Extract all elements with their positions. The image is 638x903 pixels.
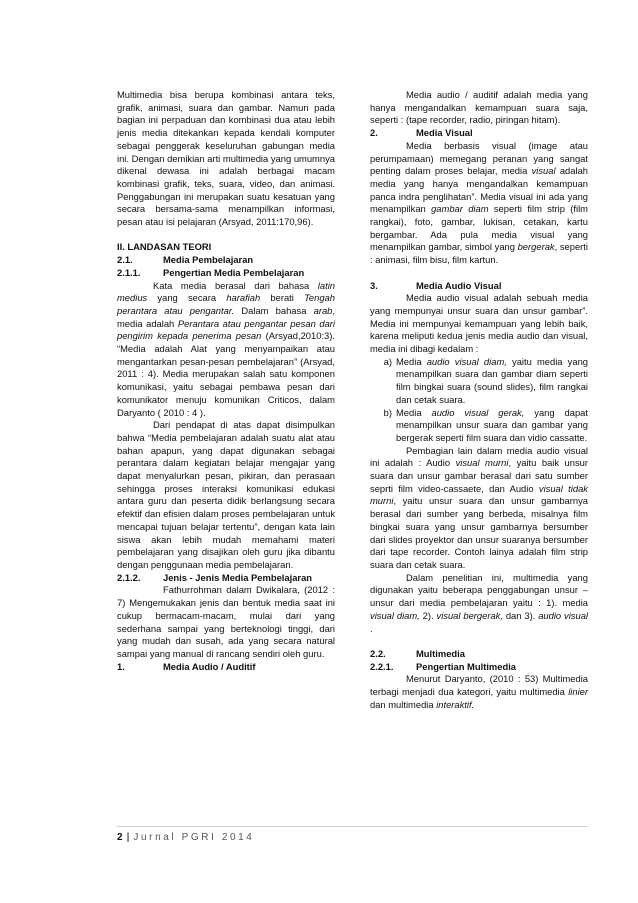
paragraph: Multimedia bisa berupa kombinasi antara teks, grafik, animasi, suara dan gambar. Namun pada bagian ini perpaduan dan kombinasi dua atau lebih jenis media ditekankan kepada kendali komputer sebagai penggerak keseluruhan gabungan media ini. Dengan demikian arti multimedia yang umumnya dikenal dewasa ini adalah berbagai macam kombinasi grafik, teks, suara, video, dan animasi. Penggabungan ini merupakan suatu kesatuan yang secara bersama-sama menampilkan informasi, pesan atau isi pelajaran (Arsyad, 2011:170,96). <box>117 89 335 228</box>
list-title: Media Visual <box>416 127 473 139</box>
paragraph: Media audio visual adalah sebuah media yang mempunyai unsur suara dan unsur gambar”. Media ini mempunyai kemampuan yang lebih baik, karena meliputi kedua jenis media audio dan visual, media ini dibagi kedalam : <box>370 292 588 355</box>
paragraph: Pembagian lain dalam media audio visual ini adalah : Audio visual murni, yaitu baik unsur suara dan unsur gambar berasal dari satu sumber seprti film video-cassaete, dan Audio visual tidak murni, yaitu unsur suara dan unsur gambarnya berasal dari sumber yang berbeda, misalnya film bingkai suara yang unsur gambarnya bersumber dari slides proyektor dan unsur suaranya bersumber dari tape recorder. Contoh lainya adalah film strip suara dan cetak suara. <box>370 444 588 570</box>
paragraph: Media berbasis visual (image atau perumpamaan) memegang peranan yang sangat penting dalam proses belajar, media visual adalah media yang hanya mengandalkan kemampuan panca indra penglihatan”. Media visual ini ada yang menampilkan gambar diam seperti film strip (film rangkai), foto, gambar, lukisan, cetakan, kartu bergambar. Ada pula media visual yang menampilkan gambar, simbol yang bergerak, seperti : animasi, film bisu, film kartun. <box>370 139 588 266</box>
heading-number: 2.2.1. <box>370 660 394 672</box>
subsubsection-heading <box>370 661 588 674</box>
subsubsection-heading <box>117 267 335 280</box>
paragraph: Dalam penelitian ini, multimedia yang digunakan yaitu beberapa penggabungan unsur – unsur dari media pembelajaran yaitu : 1). media visual diam, 2). visual bergerak, dan 3). audio visual . <box>370 571 588 634</box>
list-marker: b) <box>383 406 392 418</box>
list-item <box>370 407 588 445</box>
heading-text: Pengertian Multimedia <box>416 660 517 672</box>
footer-divider <box>117 826 588 827</box>
right-column <box>370 89 588 711</box>
heading-number: 2.2. <box>370 647 386 659</box>
section-heading: II. LANDASAN TEORI <box>117 241 212 253</box>
list-heading <box>117 661 335 674</box>
subsubsection-heading <box>117 572 335 585</box>
journal-name: Jurnal PGRI 2014 <box>133 832 255 843</box>
heading-number: 2.1.1. <box>117 266 141 278</box>
page-number: 2 <box>117 832 123 843</box>
subsection-heading <box>117 254 335 267</box>
heading-text: Media Pembelajaran <box>163 254 254 266</box>
list-number: 2. <box>370 127 378 139</box>
paragraph: Menurut Daryanto, (2010 : 53) Multimedia terbagi menjadi dua kategori, yaitu multimedia linier dan multimedia interaktif. <box>370 673 588 710</box>
left-column <box>117 89 335 673</box>
heading-number: 2.1. <box>117 254 133 266</box>
page-footer <box>117 832 254 843</box>
paragraph: Media audio / auditif adalah media yang hanya mengandalkan kemampuan suara saja, seperti : (tape recorder, radio, piringan hitam). <box>370 89 588 126</box>
list-item-text: Media audio visual diam, yaitu media yang menampilkan suara dan gambar diam seperti film bingkai suara (sound slides), film rangkai dan cetak suara. <box>396 355 589 405</box>
list-heading <box>370 127 588 140</box>
paragraph: Fathurrohman dalam Dwikalara, (2012 : 7) Mengemukakan jenis dan bentuk media saat ini cukup bermacam-macam, mulai dari yang sederhana sampai yang berteknologi tinggi, dari yang mudah dan susah, ada yang secara natural sampai yang manual di rancang sendiri oleh guru. <box>117 584 335 659</box>
list-item <box>370 356 588 407</box>
list-heading <box>370 280 588 293</box>
heading-text: Multimedia <box>416 647 465 659</box>
list-number: 1. <box>117 660 125 672</box>
list-number: 3. <box>370 279 378 291</box>
heading-number: 2.1.2. <box>117 571 141 583</box>
list-item-text: Media audio visual gerak, yang dapat menampilkan unsur suara dan gambar yang bergerak seperti film suara dan vidio cassatte. <box>396 406 588 443</box>
subsection-heading <box>370 648 588 661</box>
heading-text: Pengertian Media Pembelajaran <box>163 266 305 278</box>
paragraph: Dari pendapat di atas dapat disimpulkan bahwa “Media pembelajaran adalah suatu alat atau bahan apapun, yang dapat digunakan sebagai perantara dalam kegiatan belajar mengajar yang dapat menyalurkan pesan, pikiran, dan perasaan sehingga proses interaksi komunikasi edukasi antara guru dan peserta didik berlangsung secara efektif dan efisien dalam proses pembelajaran untuk mencapai tujuan belajar tertentu”, dengan kata lain siswa akan lebih mudah memahami materi pembelajaran yang disajikan oleh guru jika dibantu dengan penggunaan media pembelajaran. <box>117 419 335 570</box>
heading-text: Jenis - Jenis Media Pembelajaran <box>163 571 313 583</box>
list-title: Media Audio Visual <box>416 279 502 291</box>
list-marker: a) <box>383 355 392 367</box>
paragraph: Kata media berasal dari bahasa latin medius yang secara harafiah berati Tengah perantara atau pengantar. Dalam bahasa arab, media adalah Perantara atau pengantar pesan dari pengirim kepada penerima pesan (Arsyad,2010:3). “Media adalah Alat yang menyampaikan atau mengantarkan pesan-pesan pembelajaran” (Arsyad, 2011 : 4). Media merupakan salah satu komponen komunikasi, yaitu sebagai pembawa pesan dari komunikator menuju komunikan Criticos, dalam Daryanto ( 2010 : 4 ). <box>117 279 335 418</box>
list-title: Media Audio / Auditif <box>163 660 256 672</box>
footer-separator: | <box>126 832 130 843</box>
